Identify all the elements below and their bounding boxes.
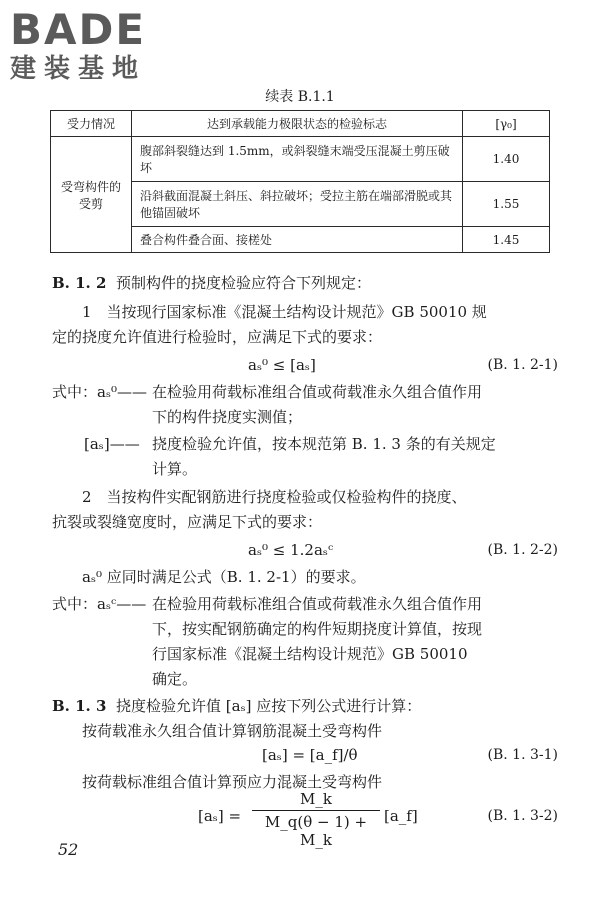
where-text: 计算。 (152, 460, 198, 478)
table-cell: 1.40 (463, 137, 550, 182)
where-text: 在检验用荷载标准组合值或荷载准永久组合值作用 (152, 383, 483, 401)
equation-number: (B. 1. 2-1) (487, 357, 558, 373)
equation-number: (B. 1. 2-2) (487, 542, 558, 558)
equation: aₛ⁰ ≤ 1.2aₛᶜ (248, 541, 334, 559)
equation-fraction (252, 790, 380, 849)
section-heading (52, 273, 371, 293)
equation: [aₛ] = [a_f]/θ (262, 746, 358, 764)
section-heading (52, 696, 421, 716)
inspection-table (50, 110, 550, 253)
table-cell: 叠合构件叠合面、接槎处 (132, 227, 463, 253)
section-number: B. 1. 2 (52, 274, 107, 292)
paragraph: 1 当按现行国家标准《混凝土结构设计规范》GB 50010 规 (82, 303, 487, 321)
fraction-bar (252, 810, 380, 811)
table-cell: 1.55 (463, 182, 550, 227)
table-cell: 1.45 (463, 227, 550, 253)
where-text: 在检验用荷载标准组合值或荷载准永久组合值作用 (152, 595, 483, 613)
table-cell: 沿斜截面混凝土斜压、斜拉破坏；受拉主筋在端部滑脱或其他锚固破坏 (132, 182, 463, 227)
table-header-row (51, 111, 550, 137)
table-header: 受力情况 (51, 111, 132, 137)
where-text: 挠度检验允许值，按本规范第 B. 1. 3 条的有关规定 (152, 435, 496, 453)
where-text: 行国家标准《混凝土结构设计规范》GB 50010 (152, 645, 468, 663)
equation-rhs: [a_f] (384, 807, 418, 825)
where-label: [aₛ]—— (84, 435, 140, 453)
section-title: 挠度检验允许值 [aₛ] 应按下列公式进行计算： (116, 697, 422, 715)
section-number: B. 1. 3 (52, 697, 107, 715)
fraction-numerator: M_k (300, 790, 332, 808)
equation-number: (B. 1. 3-1) (487, 747, 558, 763)
fraction-denominator: M_q(θ − 1) + M_k (264, 813, 368, 849)
where-text: 下，按实配钢筋确定的构件短期挠度计算值，按现 (152, 620, 483, 638)
paragraph: 定的挠度允许值进行检验时，应满足下式的要求： (52, 328, 383, 346)
equation-number: (B. 1. 3-2) (487, 808, 558, 824)
paragraph: aₛ⁰ 应同时满足公式（B. 1. 2-1）的要求。 (82, 568, 366, 586)
watermark-logo (10, 5, 147, 86)
paragraph: 按荷载标准组合值计算预应力混凝土受弯构件 (82, 773, 383, 791)
paragraph: 抗裂或裂缝宽度时，应满足下式的要求： (52, 513, 323, 531)
table-row (51, 137, 550, 182)
table-header: [γ₀] (463, 111, 550, 137)
watermark-brand: BADE (10, 5, 147, 54)
paragraph: 按荷载准永久组合值计算钢筋混凝土受弯构件 (82, 722, 383, 740)
equation-lhs: [aₛ] = (198, 807, 242, 825)
table-header: 达到承载能力极限状态的检验标志 (132, 111, 463, 137)
where-label: 式中：aₛᶜ—— (52, 595, 147, 613)
table-caption: 续表 B.1.1 (265, 89, 335, 105)
section-title: 预制构件的挠度检验应符合下列规定： (116, 274, 372, 292)
watermark-subtitle: 建装基地 (10, 54, 147, 84)
page-number: 52 (58, 840, 79, 859)
where-label: 式中：aₛ⁰—— (52, 383, 148, 401)
where-text: 确定。 (152, 670, 198, 688)
equation: aₛ⁰ ≤ [aₛ] (248, 356, 316, 374)
table-cell: 腹部斜裂缝达到 1.5mm，或斜裂缝末端受压混凝土剪压破坏 (132, 137, 463, 182)
table-group-cell: 受弯构件的受剪 (51, 137, 132, 253)
paragraph: 2 当按构件实配钢筋进行挠度检验或仅检验构件的挠度、 (82, 488, 467, 506)
where-text: 下的构件挠度实测值； (152, 408, 303, 426)
